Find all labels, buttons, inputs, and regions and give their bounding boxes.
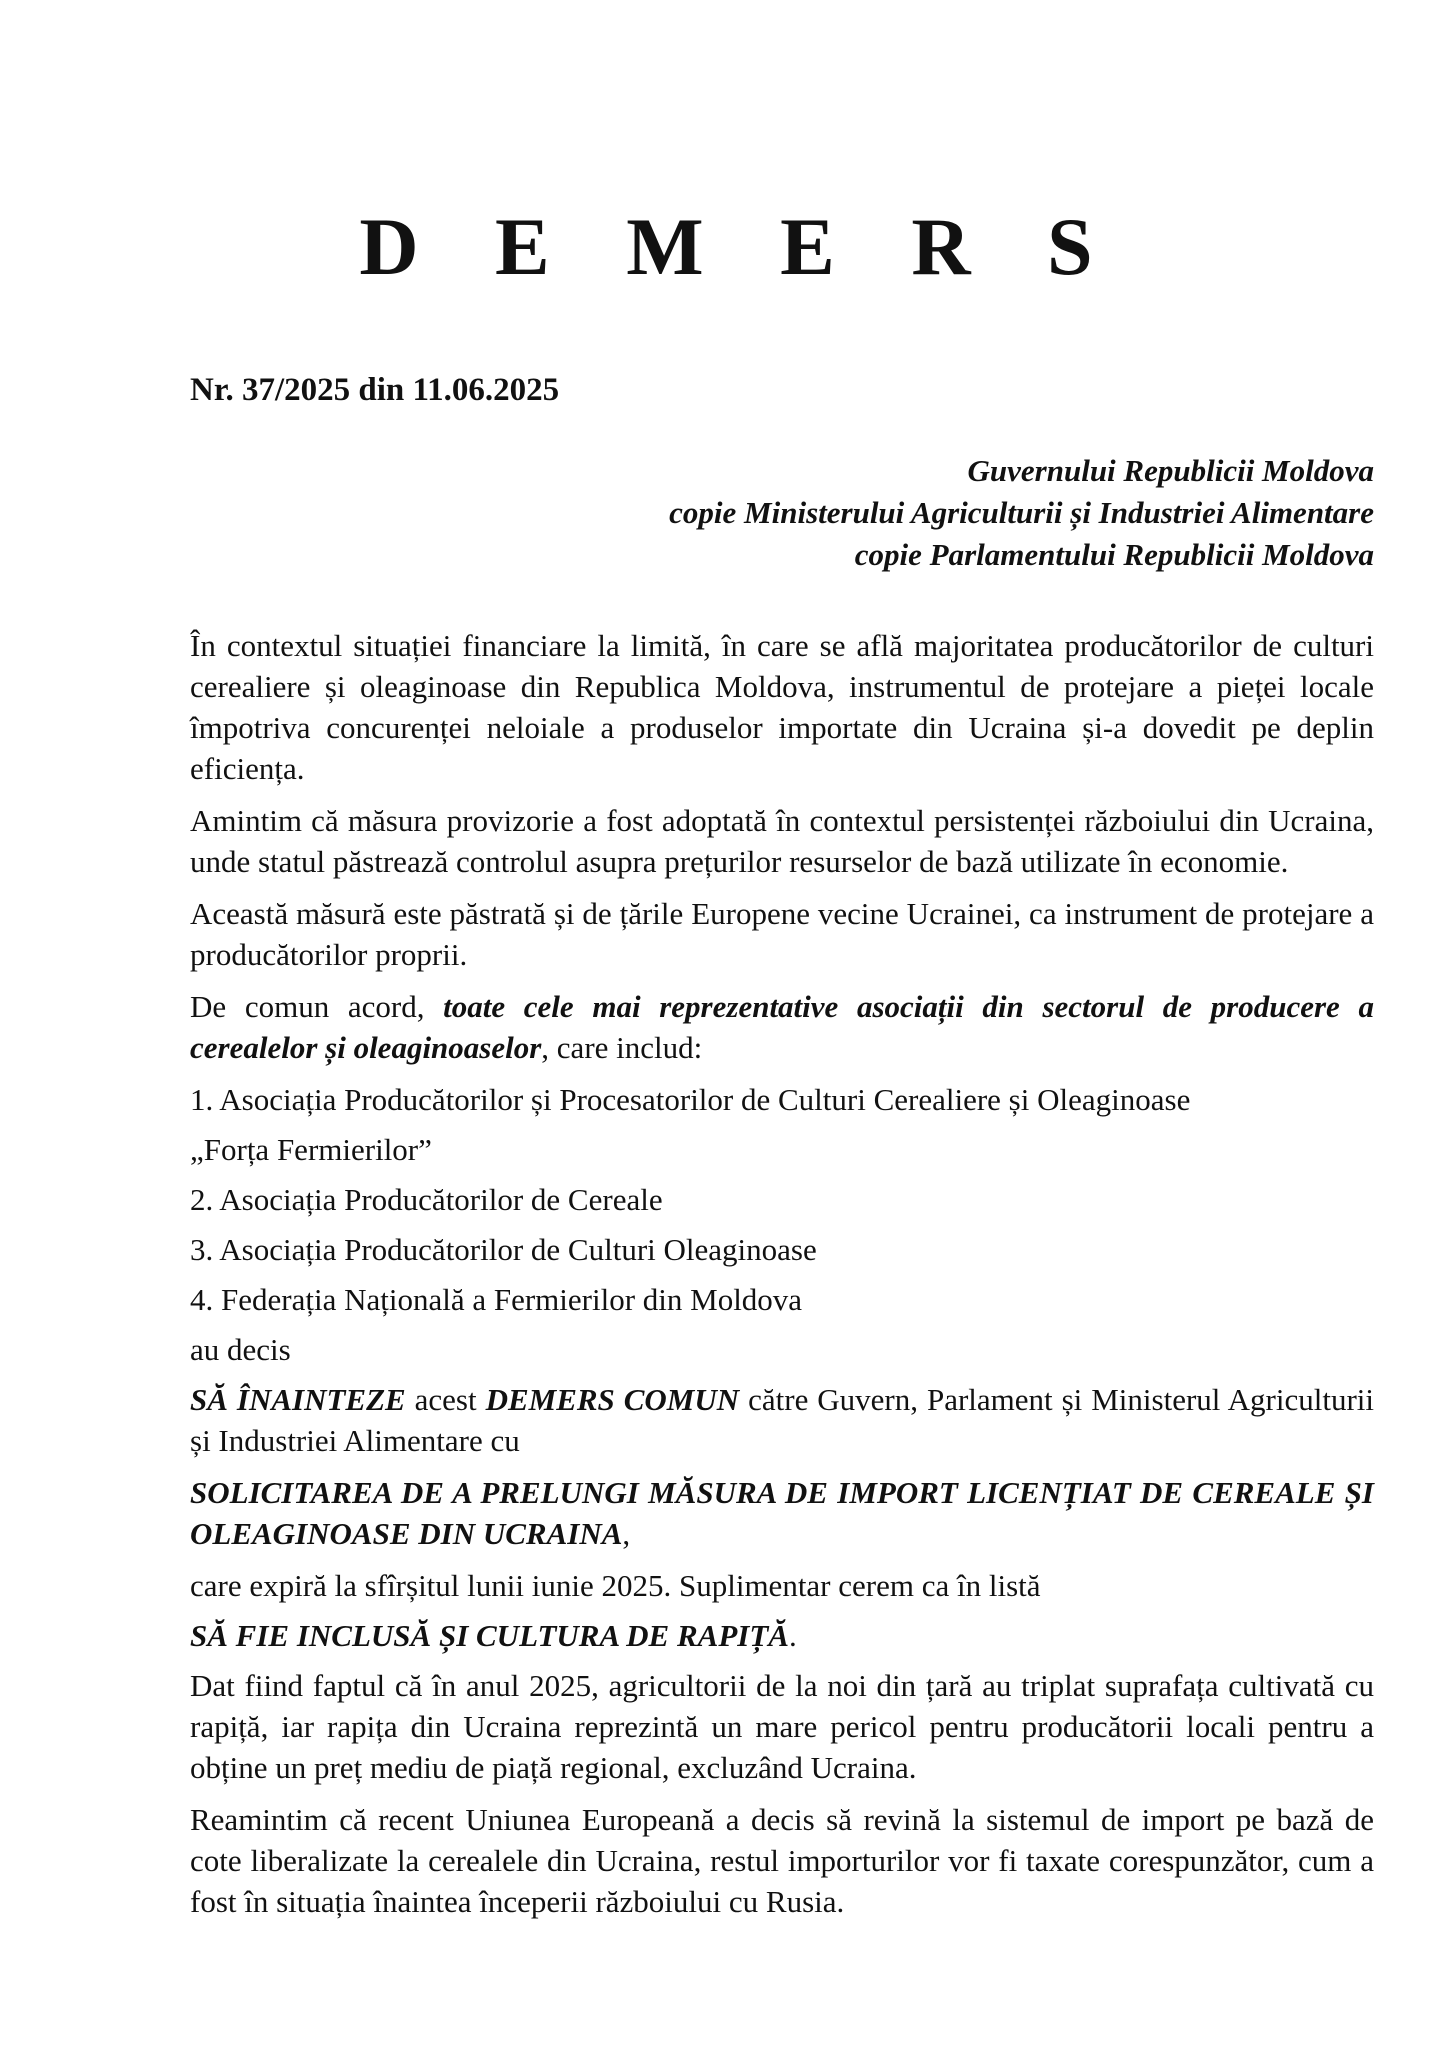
associations-intro: De comun acord,: [190, 989, 444, 1024]
paragraph-eu-decision: Reamintim că recent Uniunea Europeană a decis să revină la sistemul de import pe bază de cote liberalizate la cerealele din Ucraina, restul importurilor vor fi taxate corespunzător, cum a fost în situația înaintea începerii războiului cu Rusia.: [190, 1802, 1374, 1919]
joint-demarche-emphasis: DEMERS COMUN: [485, 1382, 740, 1417]
recipient-parliament: copie Parlamentului Republicii Moldova: [854, 537, 1374, 572]
paragraph-european-countries: Această măsură este păstrată și de țările Europene vecine Ucrainei, ca instrument de protejare a producătorilor proprii.: [190, 896, 1374, 972]
rapeseed-emphasis: SĂ FIE INCLUSĂ ȘI CULTURA DE RAPIȚĂ: [190, 1618, 789, 1653]
paragraph-submit: [190, 1379, 1374, 1461]
list-item-1-name: „Forța Fermierilor”: [190, 1132, 432, 1167]
associations-emphasis: toate cele mai reprezentative asociații din sectorul de producere a cerealelor și oleaginoaselor: [190, 989, 1374, 1065]
list-item-2: 2. Asociația Producătorilor de Cereale: [190, 1182, 663, 1217]
recipient-government: Guvernului Republicii Moldova: [967, 453, 1374, 488]
submit-emphasis: SĂ ÎNAINTEZE: [190, 1382, 406, 1417]
recipients-block: [669, 450, 1374, 576]
paragraph-associations: [190, 986, 1374, 1068]
decided-line: au decis: [190, 1332, 291, 1367]
list-item-1: 1. Asociația Producătorilor și Procesatorilor de Culturi Cerealiere și Oleaginoase: [190, 1082, 1191, 1117]
paragraph-request: [190, 1472, 1374, 1554]
request-tail: ,: [622, 1516, 631, 1551]
paragraph-context: În contextul situației financiare la limită, în care se află majoritatea producătorilor de culturi cerealiere și oleaginoase din Republica Moldova, instrumentul de protejare a pieței locale împotriva concurenței neloiale a produselor importate din Ucraina și-a dovedit pe deplin eficiența.: [190, 628, 1374, 786]
request-emphasis: SOLICITAREA DE A PRELUNGI MĂSURA DE IMPORT LICENȚIAT DE CEREALE ȘI OLEAGINOASE DIN UCRAINA: [190, 1475, 1374, 1551]
paragraph-measure: Amintim că măsura provizorie a fost adoptată în contextul persistenței războiului din Ucraina, unde statul păstrează controlul asupra prețurilor resurselor de bază utilizate în economie.: [190, 803, 1374, 879]
document-body: [190, 625, 1374, 1933]
recipient-ministry: copie Ministerului Agriculturii și Industriei Alimentare: [669, 495, 1374, 530]
paragraph-rapeseed-reason: Dat fiind faptul că în anul 2025, agricultorii de la noi din țară au triplat suprafața cultivată cu rapiță, iar rapița din Ucraina reprezintă un mare pericol pentru producătorii locali pentru a obține un preț mediu de piață regional, excluzând Ucraina.: [190, 1668, 1374, 1785]
rapeseed-tail: .: [788, 1618, 797, 1653]
associations-tail: , care includ:: [541, 1030, 703, 1065]
submit-mid: acest: [405, 1382, 486, 1417]
paragraph-rapeseed: [190, 1615, 1374, 1656]
list-item-4: 4. Federația Națională a Fermierilor din Moldova: [190, 1282, 803, 1317]
paragraph-expiry: care expiră la sfîrșitul lunii iunie 2025. Suplimentar cerem ca în listă: [190, 1568, 1041, 1603]
list-item-3: 3. Asociația Producătorilor de Culturi Oleaginoase: [190, 1232, 817, 1267]
document-number: Nr. 37/2025 din 11.06.2025: [190, 372, 560, 408]
document-title: D E M E R S: [359, 201, 1121, 292]
submit-tail: către Guvern, Parlament și Ministerul Agriculturii și Industriei Alimentare cu: [190, 1382, 1374, 1458]
